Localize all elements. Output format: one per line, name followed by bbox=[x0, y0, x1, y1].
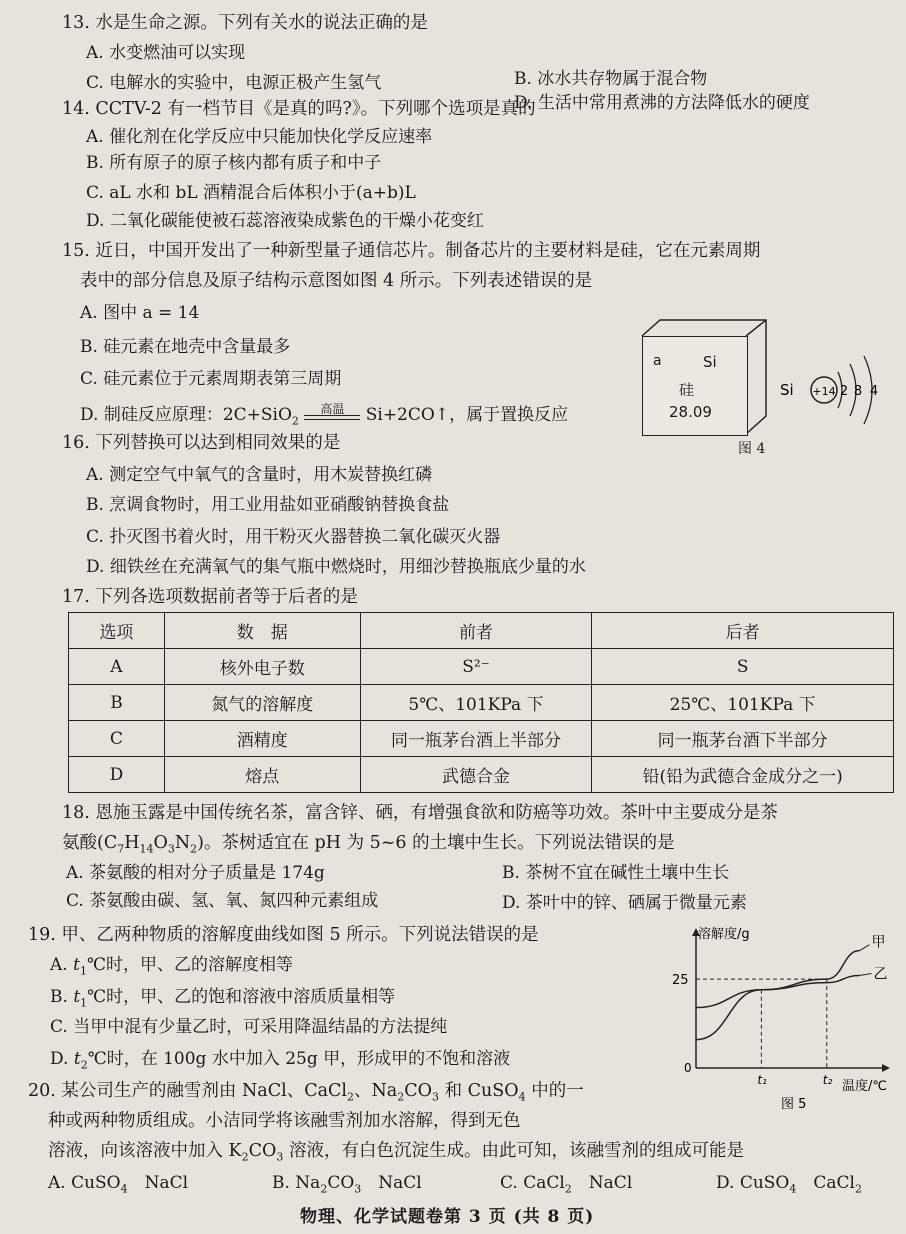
q17-data-table bbox=[68, 612, 894, 793]
table-cell: C bbox=[69, 721, 165, 757]
x-axis-label: 温度/℃ bbox=[842, 1079, 887, 1094]
atom-symbol: Si bbox=[780, 381, 794, 399]
element-symbol: Si bbox=[703, 353, 717, 371]
series-label-leader bbox=[859, 974, 871, 976]
q14-option-b: B. 所有原子的原子核内都有质子和中子 bbox=[86, 153, 382, 173]
q15-stem-line2: 表中的部分信息及原子结构示意图如图 4 所示。下列表述错误的是 bbox=[80, 271, 593, 291]
q14-option-a: A. 催化剂在化学反应中只能加快化学反应速率 bbox=[86, 127, 433, 147]
table-header-row bbox=[69, 613, 894, 649]
q18-option-a: A. 茶氨酸的相对分子质量是 174g bbox=[66, 863, 325, 883]
q16-option-c: C. 扑灭图书着火时，用干粉灭火器替换二氧化碳灭火器 bbox=[86, 527, 501, 547]
q17-stem: 17. 下列各选项数据前者等于后者的是 bbox=[62, 587, 358, 607]
q18-stem-line1: 18. 恩施玉露是中国传统名茶，富含锌、硒，有增强食欲和防癌等功效。茶叶中主要成分是茶 bbox=[62, 803, 778, 823]
table-cell: D bbox=[69, 757, 165, 793]
q14-option-c: C. aL 水和 bL 酒精混合后体积小于(a+b)L bbox=[86, 183, 416, 203]
element-name: 硅 bbox=[679, 381, 695, 399]
y-tick-label: 25 bbox=[672, 973, 689, 989]
table-cell: 氮气的溶解度 bbox=[164, 685, 360, 721]
q13-option-a: A. 水变燃油可以实现 bbox=[86, 43, 246, 63]
q19-option-a: A. $t_1℃$时，甲、乙的溶解度相等 bbox=[50, 955, 293, 978]
series-label-jia: 甲 bbox=[871, 934, 886, 951]
table-row bbox=[69, 649, 894, 685]
figure-5-caption: 图 5 bbox=[781, 1097, 807, 1112]
q13-option-b: B. 冰水共存物属于混合物 bbox=[514, 69, 708, 89]
table-header: 后者 bbox=[592, 613, 894, 649]
table-cell: 铅(铅为武德合金成分之一) bbox=[592, 757, 894, 793]
reaction-condition: 高温 bbox=[304, 413, 360, 420]
q15-option-a: A. 图中 a = 14 bbox=[80, 303, 200, 323]
q20-stem-line3: 溶液，向该溶液中加入 $K_2CO_3$ 溶液，有白色沉淀生成。由此可知，该融雪剂的组成可能是 bbox=[48, 1141, 744, 1164]
series-label-leader bbox=[859, 945, 869, 951]
table-cell: A bbox=[69, 649, 165, 685]
q20-stem-line1: 20. 某公司生产的融雪剂由 NaCl、CaCl$_2$、$Na_2CO_3$ 和 CuSO$_4$ 中的一 bbox=[28, 1081, 584, 1104]
q16-stem: 16. 下列替换可以达到相同效果的是 bbox=[62, 433, 341, 453]
q15-option-d: D. 制硅反应原理：2C+SiO$_2$ 高温 Si+2CO↑，属于置换反应 bbox=[80, 402, 569, 428]
table-cell: B bbox=[69, 685, 165, 721]
atom-structure-diagram bbox=[780, 350, 904, 440]
table-cell: S bbox=[592, 649, 894, 685]
atomic-mass: 28.09 bbox=[669, 403, 712, 421]
q20-stem-line2: 种或两种物质组成。小洁同学将该融雪剂加水溶解，得到无色 bbox=[48, 1111, 521, 1131]
table-cell: 核外电子数 bbox=[164, 649, 360, 685]
q20-option-d: D. CuSO$_4$ CaCl$_2$ bbox=[716, 1173, 862, 1196]
q18-option-d: D. 茶叶中的锌、硒属于微量元素 bbox=[502, 893, 747, 913]
table-cell: 熔点 bbox=[164, 757, 360, 793]
table-cell: 25℃、101KPa 下 bbox=[592, 685, 894, 721]
x-tick-label: t₂ bbox=[822, 1073, 833, 1087]
x-tick-label: t₁ bbox=[757, 1073, 767, 1087]
q13-option-d: D. 生活中常用煮沸的方法降低水的硬度 bbox=[514, 93, 810, 113]
x-axis-arrow bbox=[882, 1064, 890, 1072]
q13-option-c: C. 电解水的实验中，电源正极产生氢气 bbox=[86, 73, 382, 93]
q19-option-d: D. $t_2℃$时，在 100g 水中加入 25g 甲，形成甲的不饱和溶液 bbox=[50, 1049, 511, 1072]
series-line-yi bbox=[696, 976, 859, 1008]
table-row bbox=[69, 721, 894, 757]
q16-option-b: B. 烹调食物时，用工业用盐如亚硝酸钠替换食盐 bbox=[86, 495, 450, 515]
shell-3-electrons: 4 bbox=[869, 384, 879, 399]
table-cell: 同一瓶茅台酒上半部分 bbox=[360, 721, 592, 757]
q20-option-a: A. CuSO$_4$ NaCl bbox=[48, 1173, 189, 1196]
q18-option-c: C. 茶氨酸由碳、氢、氧、氮四种元素组成 bbox=[66, 891, 379, 911]
series-line-jia bbox=[696, 951, 859, 1040]
table-header: 选项 bbox=[69, 613, 165, 649]
q14-option-d: D. 二氧化碳能使被石蕊溶液染成紫色的干燥小花变红 bbox=[86, 211, 484, 231]
table-cell: 酒精度 bbox=[164, 721, 360, 757]
element-card bbox=[642, 336, 748, 436]
nucleus-charge: +14 bbox=[812, 385, 836, 398]
series-label-yi: 乙 bbox=[873, 966, 888, 983]
q15-option-c: C. 硅元素位于元素周期表第三周期 bbox=[80, 369, 342, 389]
q16-option-a: A. 测定空气中氧气的含量时，用木炭替换红磷 bbox=[86, 465, 433, 485]
page-footer: 物理、化学试题卷第 3 页 (共 8 页) bbox=[300, 1207, 595, 1227]
shell-2-electrons: 8 bbox=[853, 384, 863, 399]
table-cell: 同一瓶茅台酒下半部分 bbox=[592, 721, 894, 757]
y-axis-label: 溶解度/g bbox=[698, 927, 750, 942]
q13-stem: 13. 水是生命之源。下列有关水的说法正确的是 bbox=[62, 13, 428, 33]
table-cell: 武德合金 bbox=[360, 757, 592, 793]
table-cell: 5℃、101KPa 下 bbox=[360, 685, 592, 721]
atomic-number-label: a bbox=[653, 353, 662, 369]
solubility-chart bbox=[662, 922, 898, 1120]
q19-stem: 19. 甲、乙两种物质的溶解度曲线如图 5 所示。下列说法错误的是 bbox=[28, 925, 539, 945]
q18-stem-line2: 氨酸$(C_7H_{14}O_3N_2)$。茶树适宜在 pH 为 5~6 的土壤中生长。下列说法错误的是 bbox=[62, 833, 675, 856]
table-row bbox=[69, 685, 894, 721]
q19-option-b: B. $t_1℃$时，甲、乙的饱和溶液中溶质质量相等 bbox=[50, 987, 396, 1010]
shell-1-electrons: 2 bbox=[839, 384, 849, 399]
q20-option-c: C. CaCl$_2$ NaCl bbox=[500, 1173, 633, 1196]
table-header: 前者 bbox=[360, 613, 592, 649]
q18-option-b: B. 茶树不宜在碱性土壤中生长 bbox=[502, 863, 730, 883]
q14-stem: 14. CCTV-2 有一档节目《是真的吗?》。下列哪个选项是真的 bbox=[62, 99, 536, 119]
table-row bbox=[69, 757, 894, 793]
q15-stem-line1: 15. 近日，中国开发出了一种新型量子通信芯片。制备芯片的主要材料是硅，它在元素周期 bbox=[62, 241, 761, 261]
figure-4-caption: 图 4 bbox=[738, 441, 766, 457]
q16-option-d: D. 细铁丝在充满氧气的集气瓶中燃烧时，用细沙替换瓶底少量的水 bbox=[86, 557, 586, 577]
origin-label: 0 bbox=[684, 1061, 692, 1075]
q19-option-c: C. 当甲中混有少量乙时，可采用降温结晶的方法提纯 bbox=[50, 1017, 448, 1037]
q15-option-b: B. 硅元素在地壳中含量最多 bbox=[80, 337, 291, 357]
table-cell: S²⁻ bbox=[360, 649, 592, 685]
q20-option-b: B. $Na_2CO_3$ NaCl bbox=[272, 1173, 422, 1196]
table-header: 数 据 bbox=[164, 613, 360, 649]
